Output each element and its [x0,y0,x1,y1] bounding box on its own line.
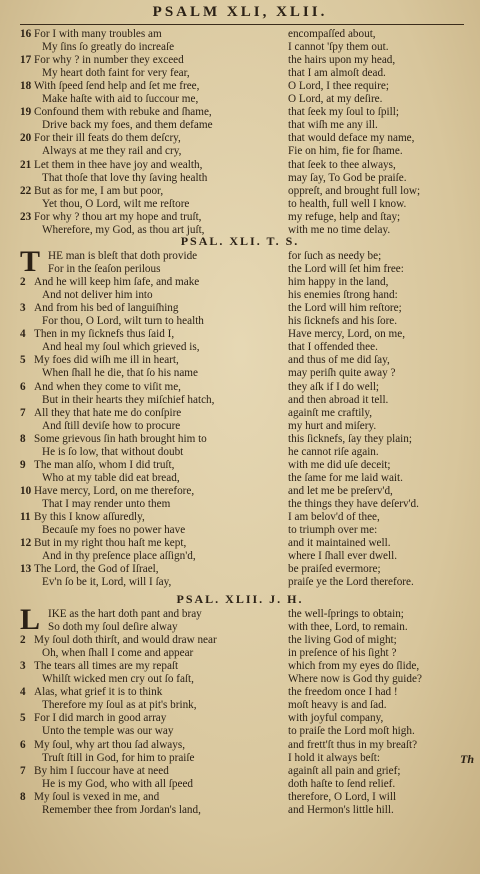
verse-right-text: be praiſed evermore; [288,563,381,576]
verse-left-text: Make haſte with aid to ſuccour me, [42,93,199,106]
verse-line [20,185,466,198]
verse-left-text: Therefore my ſoul as at pit's brink, [42,699,197,712]
verse-line [20,172,466,185]
verse-line [20,28,466,41]
verse-number: 18 [20,80,32,93]
verse-left-text: By this I know aſſuredly, [34,511,145,523]
verse-line [20,725,466,738]
verse-left-text: My foes did wiſh me ill in heart, [34,354,179,367]
verse-right-text: to health, full well I know. [288,197,407,210]
verse-number: 3 [20,660,26,673]
verse-line [20,498,466,511]
verse-right-text: to triumph over me: [288,524,378,537]
verse-number: 12 [20,537,32,550]
verse-right-text: this ſicknefs, ſay they plain; [288,432,412,445]
verse-line [20,367,466,380]
verse-left-text: The man alſo, whom I did truſt, [34,458,175,471]
verse-right-text: that ſeek my ſoul to ſpill; [288,106,399,119]
verse-number: 16 [20,28,32,40]
verse-line [20,765,466,778]
verse-line [20,621,466,634]
verse-line [20,394,466,407]
section-title-psal-41: PSAL. XLI. T. S. [180,234,300,248]
verse-line [20,159,466,172]
verse-number: 11 [20,511,31,523]
verse-left-text: But in my right thou haſt me kept, [34,537,187,550]
verse-line [20,407,466,420]
verse-line [20,739,466,752]
verse-left-text: HE man is bleſt that doth provide [48,250,198,262]
drop-cap-t: T [20,245,41,278]
verse-number: 3 [20,302,26,315]
verse-left-text: Then in my ſicknefs thus ſaid I, [34,328,175,341]
verse-left-text: Unto the temple was our way [42,725,174,738]
verse-line [20,485,466,498]
verse-line [20,198,466,211]
verse-line [20,563,466,576]
verse-left-text: And he will keep him ſafe, and make [34,276,200,289]
verse-number: 5 [20,354,26,367]
verse-right-text: with joyful company, [288,712,384,725]
verse-line [20,712,466,725]
verse-right-text: the Lord will him reſtore; [288,302,402,315]
verse-left-text: The Lord, the God of Iſrael, [34,563,159,576]
verse-line [20,67,466,80]
drop-cap-l: L [20,603,41,636]
verse-right-text: they aſk if I do well; [288,380,380,393]
verse-number: 6 [20,738,26,751]
verse-line [20,804,466,817]
verse-right-text: that I offended thee. [288,341,378,354]
verse-left-text: That I may render unto them [42,497,171,510]
verse-number: 17 [20,54,32,67]
verse-right-text: the Lord will ſet him free: [288,263,404,276]
verse-right-text: for ſuch as needy be; [288,250,382,262]
verse-line [20,211,466,224]
verse-right-text: therefore, O Lord, I will [288,790,397,803]
verse-line [20,132,466,145]
verse-right-text: the things they have deſerv'd. [288,497,419,510]
verse-left-text: Let them in thee have joy and wealth, [34,158,203,171]
verse-line [20,634,466,647]
verse-line [20,673,466,686]
verse-line [20,289,466,302]
verse-left-text: And in thy preſence place aſſign'd, [42,550,196,563]
verse-left-text: And not deliver him into [42,289,153,302]
verse-left-text: And from his bed of languiſhing [34,302,179,315]
verse-line [20,420,466,433]
verse-number: 19 [20,106,32,119]
verse-right-text: Fie on him, fie for ſhame. [288,145,403,158]
verse-number: 20 [20,132,32,145]
verse-left-text: For their ill feats do them deſcry, [34,132,181,145]
verse-line [20,381,466,394]
verse-right-text: may periſh quite away ? [288,367,396,380]
verse-left-text: By him I ſuccour have at need [34,764,169,777]
verse-number: 8 [20,790,26,803]
verse-left-text: For I did march in good array [34,712,167,725]
verse-right-text: him happy in the land, [288,276,389,289]
verse-number: 23 [20,210,32,223]
verse-number: 6 [20,380,26,393]
verse-left-text: He is ſo low, that without doubt [42,445,184,458]
verse-line [20,302,466,315]
verse-left-text: My ſins ſo greatly do increaſe [42,41,175,54]
verse-left-text: My ſoul is vexed in me, and [34,790,160,803]
verse-line [20,660,466,673]
verse-left-text: The tears all times are my repaſt [34,660,179,673]
section-title-psal-42: PSAL. XLII. J. H. [176,592,304,606]
verse-right-text: oppreſt, and brought full low; [288,184,421,197]
verse-right-text: where I ſhall ever dwell. [288,550,398,563]
verse-line [20,119,466,132]
verse-number: 9 [20,458,26,471]
verse-left-text: But as for me, I am but poor, [34,184,164,197]
verse-right-text: moſt heavy is and ſad. [288,699,387,712]
verse-right-text: the ſame for me laid wait. [288,471,403,484]
verse-left-text: My heart doth faint for very fear, [42,67,190,80]
verse-left-text: Wherefore, my God, as thou art juſt, [42,223,205,236]
verse-left-text: And ſtill deviſe how to procure [42,419,181,432]
verse-left-text: Ev'n ſo be it, Lord, will I ſay, [42,576,172,589]
verse-left-text: He is my God, who with all ſpeed [42,777,194,790]
verse-line [20,752,466,765]
verse-left-text: When ſhall he die, that ſo his name [42,367,198,380]
verse-line [20,341,466,354]
verse-right-text: O Lord, I thee require; [288,80,389,93]
header-rule [20,24,464,25]
verse-right-text: the well-ſprings to obtain; [288,608,404,620]
verse-right-text: that ſeek to thee always, [288,158,396,171]
verse-line [20,328,466,341]
verse-left-text: Truſt ſtill in God, for him to praiſe [42,751,195,764]
verse-left-text: For why ? in number they exceed [34,54,184,67]
verse-right-text: may ſay, To God be praiſe. [288,171,407,184]
verse-right-text: the hairs upon my head, [288,54,396,67]
verse-line [20,524,466,537]
verse-right-text: in preſence of his ſight ? [288,647,397,660]
verse-line [20,145,466,158]
verse-line [20,550,466,563]
verse-number: 7 [20,406,26,419]
verse-left-text: Who at my table did eat bread, [42,471,180,484]
verse-right-text: O Lord, at my deſire. [288,93,383,106]
verse-right-text: with me did uſe deceit; [288,458,391,471]
verse-number: 22 [20,184,32,197]
verse-line [20,791,466,804]
verse-line [20,276,466,289]
verse-left-text: Becauſe my foes no power have [42,524,186,537]
verse-right-text: and it maintained well. [288,537,391,550]
verse-line [20,354,466,367]
verse-line [20,576,466,589]
verse-number: 13 [20,563,32,576]
verse-right-text: Have mercy, Lord, on me, [288,328,406,341]
verse-left-text: Confound them with rebuke and ſhame, [34,106,212,119]
verse-line [20,472,466,485]
page-header: PSALM XLI, XLII. [152,4,328,20]
verse-right-text: againſt all pain and grief; [288,764,401,777]
verse-number: 4 [20,328,26,341]
verse-line [20,106,466,119]
verse-left-text: For I with many troubles am [34,28,162,40]
verse-right-text: his ſicknefs and his ſore. [288,315,398,328]
verse-line [20,459,466,472]
verse-right-text: doth haſte to ſend relief. [288,777,396,790]
verse-right-text: that wiſh me any ill. [288,119,378,132]
verse-right-text: with thee, Lord, to remain. [288,621,408,634]
verse-number: 21 [20,158,32,171]
verse-left-text: So doth my ſoul deſire alway [48,621,178,634]
verse-right-text: encompaſſed about, [288,28,376,40]
verse-left-text: Oh, when ſhall I come and appear [42,647,194,660]
verse-right-text: againſt me craftily, [288,406,373,419]
verse-left-text: And when they come to viſit me, [34,380,181,393]
verse-line [20,511,466,524]
verse-line [20,446,466,459]
verse-right-text: the living God of might; [288,634,397,647]
verse-left-text: Alas, what grief it is to think [34,686,163,699]
verse-right-text: and let me be preſerv'd, [288,484,393,497]
verse-left-text: IKE as the hart doth pant and bray [48,608,202,620]
verse-line [20,315,466,328]
verse-line [20,250,466,263]
verse-right-text: to praiſe the Lord moſt high. [288,725,415,738]
verse-left-text: Whilſt wicked men cry out ſo faſt, [42,673,194,686]
verse-right-text: I cannot 'ſpy them out. [288,41,389,54]
verse-left-text: For why ? thou art my hope and truſt, [34,210,202,223]
verse-line [20,54,466,67]
verse-left-text: Some grievous ſin hath brought him to [34,432,207,445]
verse-line [20,699,466,712]
verse-left-text: With ſpeed ſend help and ſet me free, [34,80,200,93]
verse-number: 2 [20,276,26,289]
verse-right-text: and frett'ſt thus in my breaſt? [288,738,418,751]
verse-number: 8 [20,432,26,445]
verse-line [20,433,466,446]
verse-left-text: Remember thee from Jordan's land, [42,803,201,816]
verse-line [20,647,466,660]
verse-left-text: Have mercy, Lord, on me therefore, [34,484,195,497]
verse-number: 7 [20,764,26,777]
verse-line [20,608,466,621]
verse-line [20,80,466,93]
verse-left-text: My ſoul doth thirſt, and would draw near [34,634,217,647]
verse-right-text: and thus of me did ſay, [288,354,390,367]
verse-right-text: I hold it always beſt: [288,751,380,764]
verse-line [20,778,466,791]
verse-left-text: For thou, O Lord, wilt turn to health [42,315,204,328]
verse-line [20,537,466,550]
verse-left-text: Always at me they rail and cry, [42,145,182,158]
verse-number: 4 [20,686,26,699]
verse-right-text: and then abroad it tell. [288,393,389,406]
verse-right-text: that would deface my name, [288,132,415,145]
verse-right-text: praiſe ye the Lord therefore. [288,576,414,589]
verse-left-text: That thoſe that love thy ſaving health [42,171,208,184]
verse-right-text: the freedom once I had ! [288,686,398,699]
verse-left-text: Yet thou, O Lord, wilt me reſtore [42,197,190,210]
verse-left-text: All they that hate me do conſpire [34,406,182,419]
verse-line [20,263,466,276]
verse-number: 10 [20,484,32,497]
verse-line [20,93,466,106]
verse-right-text: his enemies ſtrong hand: [288,289,398,302]
verse-number: 2 [20,634,26,647]
verse-line [20,41,466,54]
verse-left-text: And heal my ſoul which grieved is, [42,341,200,354]
verse-left-text: Drive back my foes, and them defame [42,119,213,132]
verse-right-text: my hurt and miſery. [288,419,377,432]
verse-line [20,686,466,699]
verse-number: 5 [20,712,26,725]
verse-right-text: and Hermon's little hill. [288,803,394,816]
verse-right-text: I am belov'd of thee, [288,511,380,523]
verse-right-text: my refuge, help and ſtay; [288,210,401,223]
verse-left-text: For in the ſeaſon perilous [48,263,161,276]
verse-right-text: Where now is God thy guide? [288,673,422,686]
verse-left-text: My ſoul, why art thou ſad always, [34,738,186,751]
verse-right-text: he cannot riſe again. [288,445,379,458]
verse-left-text: But in their hearts they miſchief hatch, [42,393,215,406]
verse-right-text: which from my eyes do ſlide, [288,660,420,673]
verse-right-text: that I am almoſt dead. [288,67,386,80]
catchword: Th [459,752,474,766]
verse-right-text: with me no time delay. [288,223,391,236]
